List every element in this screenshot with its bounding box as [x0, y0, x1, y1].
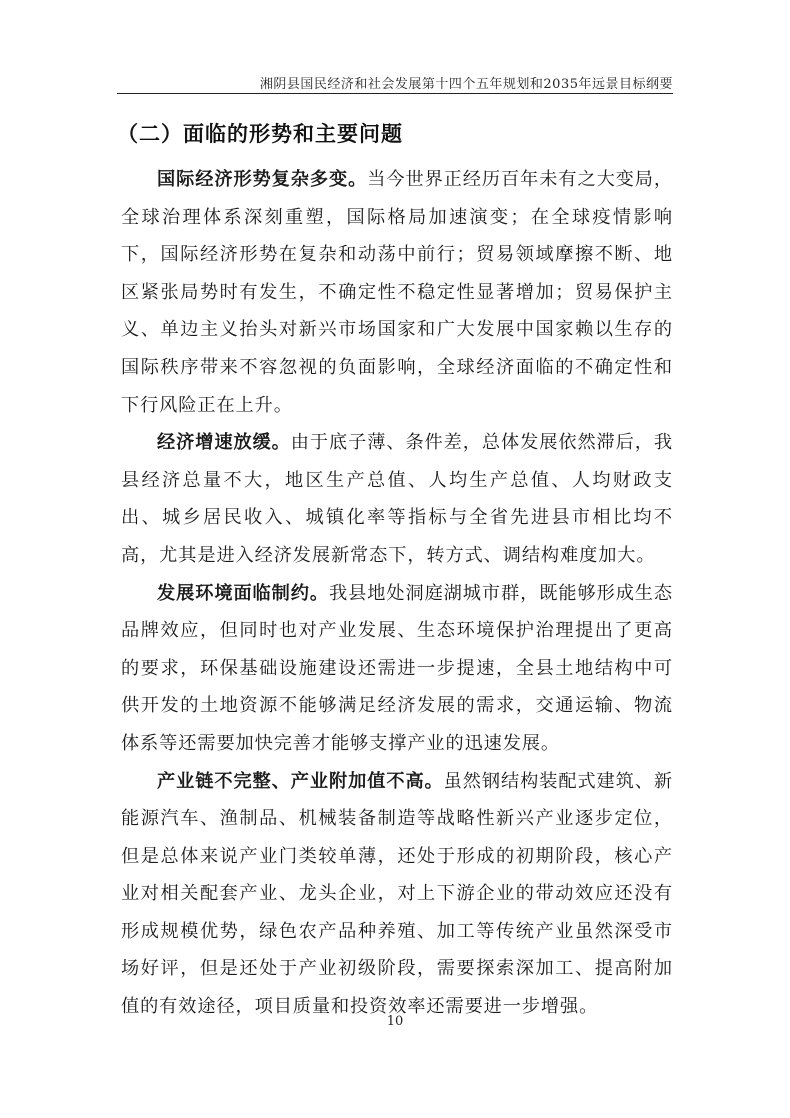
paragraph-text: 由于底子薄、条件差，总体发展依然滞后，我县经济总量不大，地区生产总值、人均生产总值、人均财政支出、城乡居民收入、城镇化率等指标与全省先进县市相比均不高，尤其是进入经济发展新常态下，转方式、调结构难度加大。 — [121, 432, 673, 566]
paragraph-lead: 发展环境面临制约。 — [157, 582, 330, 604]
paragraph-industry-chain — [121, 763, 673, 1026]
paragraph-lead: 国际经济形势复杂多变。 — [157, 169, 368, 190]
paragraph-lead: 经济增速放缓。 — [157, 432, 291, 454]
paragraph-environment-constraints — [121, 575, 673, 763]
paragraph-growth-slowdown — [121, 424, 673, 574]
paragraph-international-economy — [121, 161, 673, 424]
paragraph-text: 当今世界正经历百年未有之大变局，全球治理体系深刻重塑，国际格局加速演变；在全球疫情影响下，国际经济形势在复杂和动荡中前行；贸易领域摩擦不断、地区紧张局势时有发生，不确定性不稳定性显著增加；贸易保护主义、单边主义抬头对新兴市场国家和广大发展中国家赖以生存的国际秩序带来不容忽视的负面影响，全球经济面临的不确定性和下行风险正在上升。 — [121, 169, 673, 416]
paragraph-lead: 产业链不完整、产业附加值不高。 — [157, 770, 444, 792]
paragraph-text: 我县地处洞庭湖城市群，既能够形成生态品牌效应，但同时也对产业发展、生态环境保护治理提出了更高的要求，环保基础设施建设还需进一步提速，全县土地结构中可供开发的土地资源不能够满足经济发展的需求，交通运输、物流体系等还需要加快完善才能够支撑产业的迅速发展。 — [121, 582, 673, 754]
running-header: 湘阴县国民经济和社会发展第十四个五年规划和2035年远景目标纲要 — [259, 77, 673, 92]
page-number: 10 — [386, 1014, 404, 1029]
section-title: （二）面临的形势和主要问题 — [117, 122, 403, 146]
body-text — [121, 161, 673, 1026]
header-rule — [117, 93, 673, 94]
paragraph-text: 虽然钢结构装配式建筑、新能源汽车、渔制品、机械装备制造等战略性新兴产业逐步定位，但是总体来说产业门类较单薄，还处于形成的初期阶段，核心产业对相关配套产业、龙头企业，对上下游企业的带动效应还没有形成规模优势，绿色农产品种养殖、加工等传统产业虽然深受市场好评，但是还处于产业初级阶段，需要探索深加工、提高附加值的有效途径，项目质量和投资效率还需要进一步增强。 — [121, 770, 673, 1018]
